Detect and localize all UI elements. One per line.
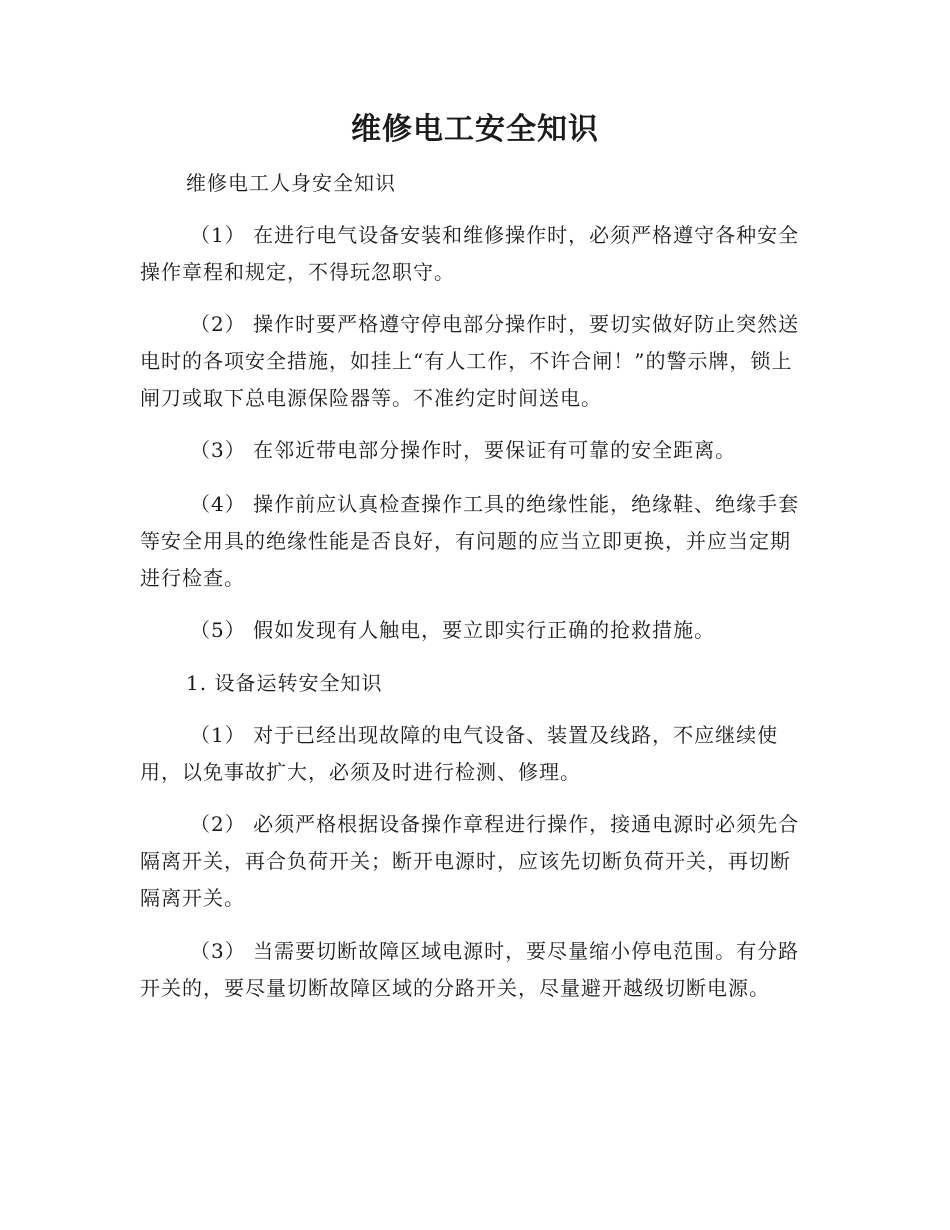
- paragraph-personal-2: （2） 操作时要严格遵守停电部分操作时，要切实做好防止突然送电时的各项安全措施，如挂上“有人工作，不许合闸！”的警示牌，锁上闸刀或取下总电源保险器等。不准约定时间送电。: [140, 312, 800, 410]
- section-heading-personal-safety: 维修电工人身安全知识: [186, 171, 396, 195]
- paragraph-personal-3: （3） 在邻近带电部分操作时，要保证有可靠的安全距离。: [190, 438, 737, 462]
- paragraph-personal-1: （1） 在进行电气设备安装和维修操作时，必须严格遵守各种安全操作章程和规定，不得玩忽职守。: [140, 223, 800, 284]
- section-heading-equipment-safety: 1. 设备运转安全知识: [186, 671, 383, 695]
- paragraph-personal-5: （5） 假如发现有人触电，要立即实行正确的抢救措施。: [190, 618, 716, 642]
- paragraph-equipment-3: （3） 当需要切断故障区域电源时，要尽量缩小停电范围。有分路开关的，要尽量切断故障区域的分路开关，尽量避开越级切断电源。: [140, 939, 800, 1000]
- document-title: 维修电工安全知识: [351, 112, 599, 147]
- paragraph-equipment-1: （1） 对于已经出现故障的电气设备、装置及线路，不应继续使用，以免事故扩大，必须及时进行检测、修理。: [140, 723, 779, 784]
- paragraph-equipment-2: （2） 必须严格根据设备操作章程进行操作，接通电源时必须先合隔离开关，再合负荷开关；断开电源时，应该先切断负荷开关，再切断隔离开关。: [140, 812, 800, 910]
- paragraph-personal-4: （4） 操作前应认真检查操作工具的绝缘性能，绝缘鞋、绝缘手套等安全用具的绝缘性能是否良好，有问题的应当立即更换，并应当定期进行检查。: [140, 492, 800, 590]
